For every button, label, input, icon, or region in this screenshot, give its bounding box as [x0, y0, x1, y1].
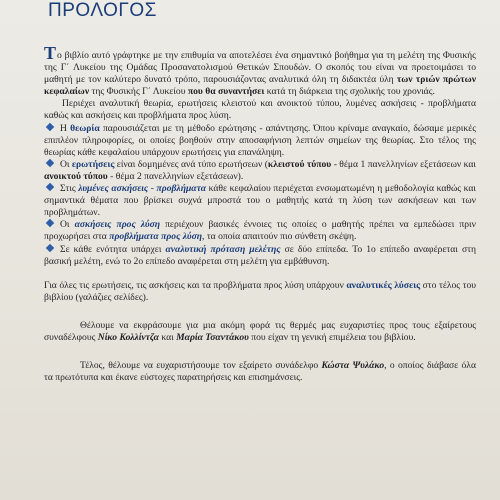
- bullet-bold-italic: λυμένες ασκήσεις - προβλήματα: [78, 183, 207, 195]
- diamond-bullet-icon: [46, 122, 54, 130]
- bullet-bold: ανοικτού τύπου: [44, 170, 108, 182]
- bullet-text: Στις: [60, 183, 79, 195]
- bullet-bold-italic: προβλήματα προς λύση: [109, 231, 203, 243]
- bullet-text: περιέχουν βασικές έννοιες τις οποίες ο μαθητής πρέπει να εμπεδώσει πριν προχωρήσει στα: [44, 219, 476, 243]
- intro-text: ο βιβλίο αυτό γράφτηκε με την επιθυμία να αποτελέσει ένα σημαντικό βοήθημα για τη μελέτη της Φυσικής της Γ΄ Λυκείου της Ομάδας Προσανατολισμού Θετικών Σπουδών. Ο σκοπός του είναι να προετοιμάσει το μαθητή με τον καλύτερο δυνατό τρόπο, παρουσιάζοντας αναλυτικά όλη τη διδακτέα ύλη: [44, 50, 476, 86]
- bullet-text: Η: [60, 122, 71, 134]
- bullet-exercises-to-solve: [44, 219, 476, 243]
- solutions-bold: αναλυτικές λύσεις: [346, 279, 421, 291]
- page-title: ΠΡΟΛΟΓΟΣ: [48, 0, 157, 21]
- bullet-text: σε δύο επίπεδα. Το 1ο επίπεδο αναφέρεται στη βασική μελέτη, ενώ το 2ο επίπεδο αναφέρεται στη μελέτη για εμβάθυνση.: [44, 243, 476, 267]
- intro-bold-chapters: των τριών πρώτων κεφαλαίων: [44, 74, 476, 98]
- bullet-study-plan: [44, 244, 476, 268]
- diamond-bullet-icon: [46, 243, 54, 251]
- bullet-text: Σε κάθε ενότητα υπάρχει: [60, 243, 166, 255]
- solutions-text: στο τέλος του βιβλίου (γαλάζιες σελίδες).: [44, 279, 476, 303]
- thanks-text: και: [158, 331, 177, 343]
- final-thanks-text: Τέλος, θέλουμε να ευχαριστήσουμε τον εξαίρετο συνάδελφο: [80, 360, 322, 372]
- diamond-bullet-icon: [46, 159, 54, 167]
- spacer: [44, 344, 476, 360]
- bullet-bold: κλειστού τύπου: [267, 158, 332, 170]
- bullet-questions: [44, 159, 476, 183]
- bullet-solved-exercises: [44, 183, 476, 219]
- intro-text-mid: της Φυσικής Γ΄ Λυκείου: [89, 86, 188, 98]
- intro-text-end: κατά τη διάρκεια της σχολικής του χρονιάς.: [264, 86, 435, 98]
- final-thanks-text: , ο οποίος διάβασε όλα τα πρωτότυπα και έκανε εύστοχες παρατηρήσεις και επισημάνσεις.: [44, 360, 476, 384]
- bullet-text: Οι: [60, 219, 75, 231]
- bullet-text: - θέμα 2 πανελληνίων εξετάσεων).: [107, 170, 244, 182]
- intro-bold-meet: που θα συναντήσει: [187, 86, 265, 98]
- bullet-bold-italic: ασκήσεις προς λύση: [74, 219, 161, 231]
- spacer: [44, 268, 476, 280]
- final-thanks-name: Κώστα Ψυλάκο: [321, 360, 385, 372]
- final-thanks-paragraph: [44, 360, 476, 384]
- bullet-text: Οι: [60, 158, 72, 170]
- thanks-text: Θέλουμε να εκφράσουμε για μια ακόμη φορά τις θερμές μας ευχαριστίες προς τους εξαίρετους συναδέλφους: [44, 319, 476, 343]
- thanks-paragraph: [44, 320, 476, 344]
- solutions-paragraph: [44, 280, 476, 304]
- thanks-name: Μαρία Τσαντάκου: [176, 331, 249, 343]
- diamond-bullet-icon: [46, 183, 54, 191]
- bullet-text: - θέμα 1 πανελληνίων εξετάσεων και: [331, 158, 476, 170]
- thanks-name: Νίκο Κολλίντζα: [97, 331, 159, 343]
- bullet-theory: [44, 123, 476, 159]
- diamond-bullet-icon: [46, 219, 54, 227]
- bullet-text: κάθε κεφαλαίου περιέχεται ενσωματωμένη η μεθοδολογία καθώς και σημαντικά θέματα που βρίσκει συχνά μπροστά του ο μαθητής κατά τη λύση των ασκήσεων και των προβλημάτων.: [44, 183, 476, 219]
- bullet-text: είναι δομημένες ανά τύπο ερωτήσεων (: [114, 158, 268, 170]
- bullet-text: παρουσιάζεται με τη μέθοδο ερώτησης - απάντησης. Όπου κρίναμε αναγκαίο, δώσαμε μερικές επιπλέον πληροφορίες, οι οποίες βοηθούν στην αποσαφήνιση λεπτών σημείων της θεωρίας. Στο τέλος της θεωρίας κάθε κεφαλαίου υπάρχουν ερωτήσεις για επανάληψη.: [44, 122, 477, 158]
- spacer: [44, 304, 476, 320]
- dropcap-letter: Τ: [44, 43, 57, 63]
- contents-paragraph: Περιέχει αναλυτική θεωρία, ερωτήσεις κλειστού και ανοικτού τύπου, λυμένες ασκήσεις - προβλήματα καθώς και ασκήσεις και προβλήματα προς λύση.: [44, 98, 476, 122]
- solutions-text: Για όλες τις ερωτήσεις, τις ασκήσεις και τα προβλήματα προς λύση υπάρχουν: [44, 279, 347, 291]
- thanks-text: που είχαν τη γενική επιμέλεια του βιβλίου.: [248, 331, 416, 343]
- bullet-text: , τα οποία απαιτούν πιο σύνθετη σκέψη.: [202, 231, 357, 243]
- intro-paragraph: [44, 43, 476, 98]
- bullet-bold: ερωτήσεις: [71, 158, 115, 170]
- bullet-bold-italic: αναλυτική πρόταση μελέτης: [165, 243, 281, 255]
- preface-body: [44, 43, 477, 384]
- bullet-bold: θεωρία: [70, 122, 100, 134]
